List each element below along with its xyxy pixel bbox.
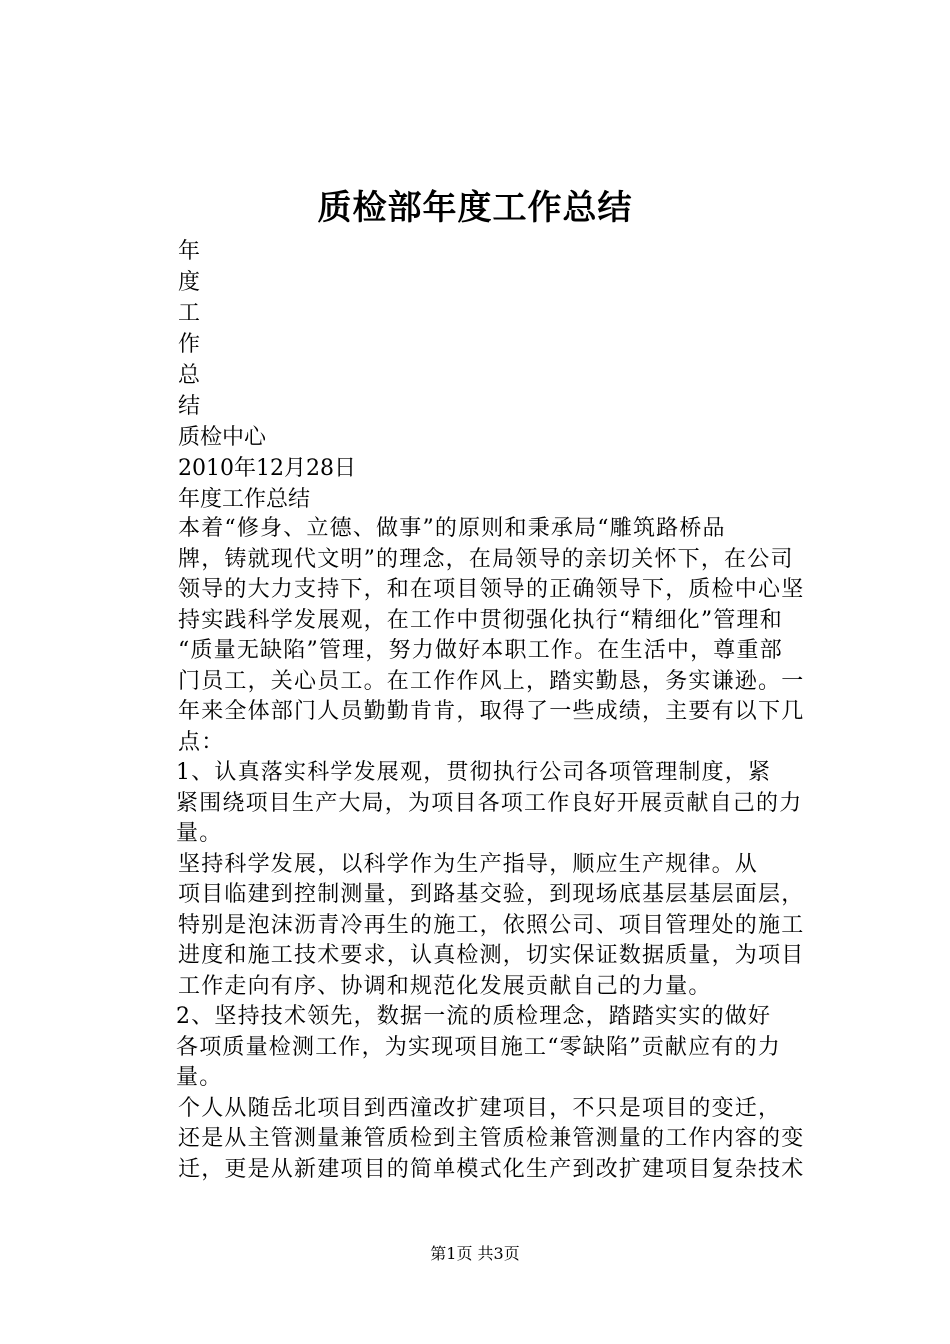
document-subtitle: 年度工作总结: [178, 487, 311, 512]
text-line: 个人从随岳北项目到西潼改扩建项目，不只是项目的变迁，: [178, 1095, 782, 1121]
vertical-heading-char: 作: [178, 332, 201, 357]
document-title: 质检部年度工作总结: [317, 188, 633, 228]
paragraph-point-2-detail: [130, 1094, 830, 1186]
text-line: 门员工，关心员工。在工作作风上，踏实勤恳，务实谦逊。一: [178, 668, 805, 694]
vertical-heading-char: 年: [178, 239, 201, 264]
text-line: 特别是泡沫沥青冷再生的施工，依照公司、项目管理处的施工: [178, 912, 805, 938]
text-line: 还是从主管测量兼管质检到主管质检兼管测量的工作内容的变: [178, 1126, 805, 1151]
text-line: 年来全体部门人员勤勤肯肯，取得了一些成绩，主要有以下几: [178, 699, 805, 724]
vertical-heading-char: 度: [178, 270, 201, 295]
paragraph-point-1: [130, 758, 830, 850]
vertical-heading-char: 工: [178, 301, 201, 326]
text-line: 本着“修身、立德、做事”的原则和秉承局“雕筑路桥品: [178, 516, 726, 541]
text-line: 迁，更是从新建项目的简单模式化生产到改扩建项目复杂技术: [178, 1156, 805, 1182]
document-body: [130, 514, 830, 1185]
text-line: 进度和施工技术要求，认真检测，切实保证数据质量，为项目: [178, 943, 805, 968]
text-line: 领导的大力支持下，和在项目领导的正确领导下，质检中心坚: [178, 577, 805, 602]
text-line: 工作走向有序、协调和规范化发展贡献自己的力量。: [178, 973, 712, 999]
paragraph-point-2: [130, 1002, 830, 1094]
vertical-heading-char: 结: [178, 394, 201, 419]
text-line: 1、认真落实科学发展观，贯彻执行公司各项管理制度，紧: [176, 760, 772, 785]
text-line: 持实践科学发展观，在工作中贯彻强化执行“精细化”管理和: [178, 607, 783, 633]
document-date: 2010年12月28日: [178, 456, 356, 481]
vertical-heading-char: 总: [178, 363, 201, 388]
text-line: 各项质量检测工作，为实现项目施工“零缺陷”贡献应有的力: [176, 1034, 781, 1060]
text-line: 量。: [176, 821, 223, 846]
page-footer: 第1页 共3页: [430, 1244, 520, 1263]
department-name: 质检中心: [178, 425, 267, 450]
text-line: 点：: [178, 729, 225, 755]
heading-block: [178, 236, 818, 515]
text-line: 量。: [176, 1065, 223, 1090]
text-line: “质量无缺陷”管理，努力做好本职工作。在生活中，尊重部: [178, 638, 783, 663]
paragraph-intro: [130, 514, 830, 758]
text-line: 牌，铸就现代文明”的理念，在局领导的亲切关怀下，在公司: [178, 546, 794, 572]
text-line: 紧围绕项目生产大局，为项目各项工作良好开展贡献自己的力: [176, 790, 803, 816]
text-line: 2、坚持技术领先，数据一流的质检理念，踏踏实实的做好: [176, 1004, 772, 1029]
text-line: 坚持科学发展，以科学作为生产指导，顺应生产规律。从: [178, 851, 759, 877]
paragraph-point-1-detail: [130, 850, 830, 1003]
text-line: 项目临建到控制测量，到路基交验，到现场底基层基层面层，: [178, 882, 805, 907]
